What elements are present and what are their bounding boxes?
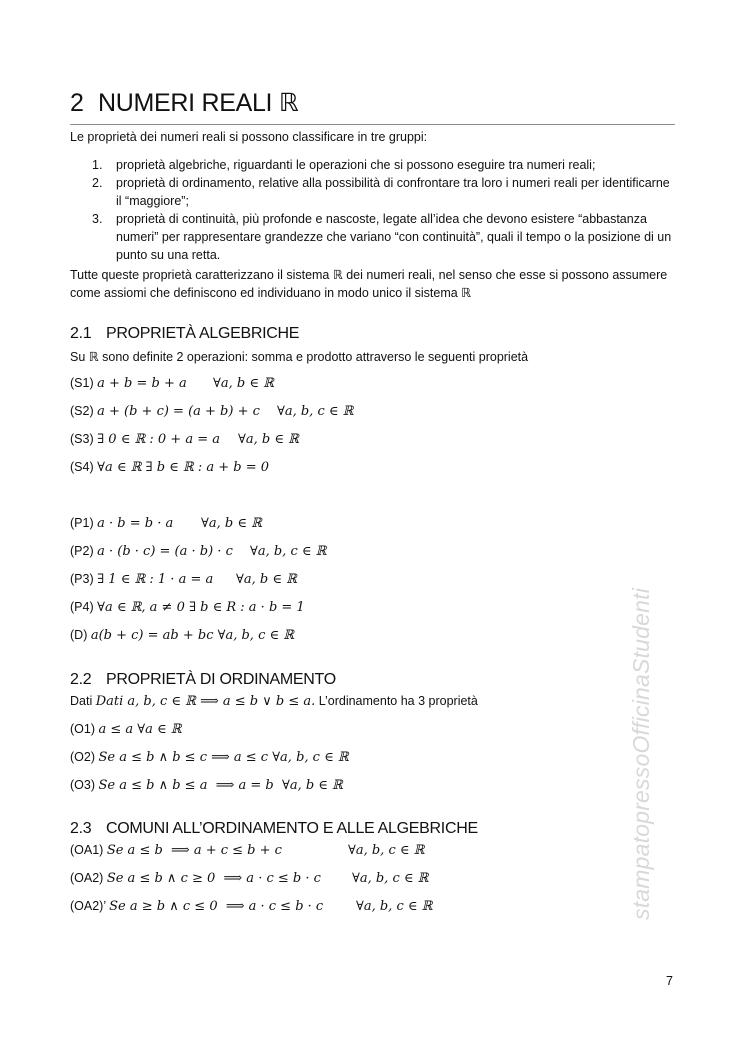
chapter-heading — [70, 88, 675, 125]
formula-row: (P3) ∃ 1 ∈ ℝ : 1 · a = a ∀a, b ∈ ℝ — [70, 572, 297, 587]
chapter-title: NUMERI REALI ℝ — [98, 89, 299, 117]
list-item: 3. proprietà di continuità, più profonde e nascoste, legate all’idea che devono esistere “abbastanza numeri” per rappresentare grandezze che variano “con continuità”, quali il tempo o la posizione di un punto su una retta. — [92, 212, 672, 262]
section-2-2-intro: Dati Dati a, b, c ∈ ℝ ⟹ a ≤ b ∨ b ≤ a. L’ordinamento ha 3 proprietà — [70, 694, 478, 709]
page-number: 7 — [666, 974, 673, 988]
formula-row: (P4) ∀a ∈ ℝ, a ≠ 0 ∃ b ∈ R : a · b = 1 — [70, 600, 305, 615]
list-item: 2. proprietà di ordinamento, relative alla possibilità di confrontare tra loro i numeri reali per identificarne il “maggiore”; — [92, 176, 670, 208]
section-heading-2-1: 2.1 PROPRIETÀ ALGEBRICHE — [70, 325, 300, 342]
formula-row: (O2) Se a ≤ b ∧ b ≤ c ⟹ a ≤ c ∀a, b, c ∈ ℝ — [70, 750, 349, 765]
list-item: 1. proprietà algebriche, riguardanti le operazioni che si possono eseguire tra numeri reali; — [92, 158, 596, 172]
formula-row: (P2) a · (b · c) = (a · b) · c ∀a, b, c ∈ ℝ — [70, 544, 327, 559]
watermark-text: stampatopressoOfficinaStudenti — [628, 587, 654, 920]
formula-row: (S2) a + (b + c) = (a + b) + c ∀a, b, c ∈ ℝ — [70, 404, 354, 419]
summary-paragraph: Tutte queste proprietà caratterizzano il sistema ℝ dei numeri reali, nel senso che esse si possono assumere come assiomi che definiscono ed individuano in modo unico il sistema ℝ — [70, 268, 668, 300]
chapter-number: 2 — [70, 89, 84, 117]
formula-row: (S4) ∀a ∈ ℝ ∃ b ∈ ℝ : a + b = 0 — [70, 460, 270, 475]
formula-row: (D) a(b + c) = ab + bc ∀a, b, c ∈ ℝ — [70, 628, 295, 643]
formula-row: (OA2) Se a ≤ b ∧ c ≥ 0 ⟹ a · c ≤ b · c ∀a, b, c ∈ ℝ — [70, 871, 429, 886]
formula-row: (OA1) Se a ≤ b ⟹ a + c ≤ b + c ∀a, b, c ∈ ℝ — [70, 843, 425, 858]
section-2-1-intro: Su ℝ sono definite 2 operazioni: somma e prodotto attraverso le seguenti proprietà — [70, 350, 529, 364]
property-groups-list — [92, 156, 677, 264]
formula-row: (OA2)’ Se a ≥ b ∧ c ≤ 0 ⟹ a · c ≤ b · c ∀a, b, c ∈ ℝ — [70, 899, 433, 914]
formula-row: (O3) Se a ≤ b ∧ b ≤ a ⟹ a = b ∀a, b ∈ ℝ — [70, 778, 343, 793]
section-heading-2-2: 2.2 PROPRIETÀ DI ORDINAMENTO — [70, 671, 336, 688]
formula-row: (P1) a · b = b · a ∀a, b ∈ ℝ — [70, 516, 262, 531]
formula-row: (O1) a ≤ a ∀a ∈ ℝ — [70, 722, 182, 737]
intro-paragraph: Le proprietà dei numeri reali si possono classificare in tre gruppi: — [70, 130, 428, 144]
section-heading-2-3: 2.3 COMUNI ALL’ORDINAMENTO E ALLE ALGEBRICHE — [70, 820, 478, 837]
formula-row: (S1) a + b = b + a ∀a, b ∈ ℝ — [70, 376, 274, 391]
formula-row: (S3) ∃ 0 ∈ ℝ : 0 + a = a ∀a, b ∈ ℝ — [70, 432, 299, 447]
